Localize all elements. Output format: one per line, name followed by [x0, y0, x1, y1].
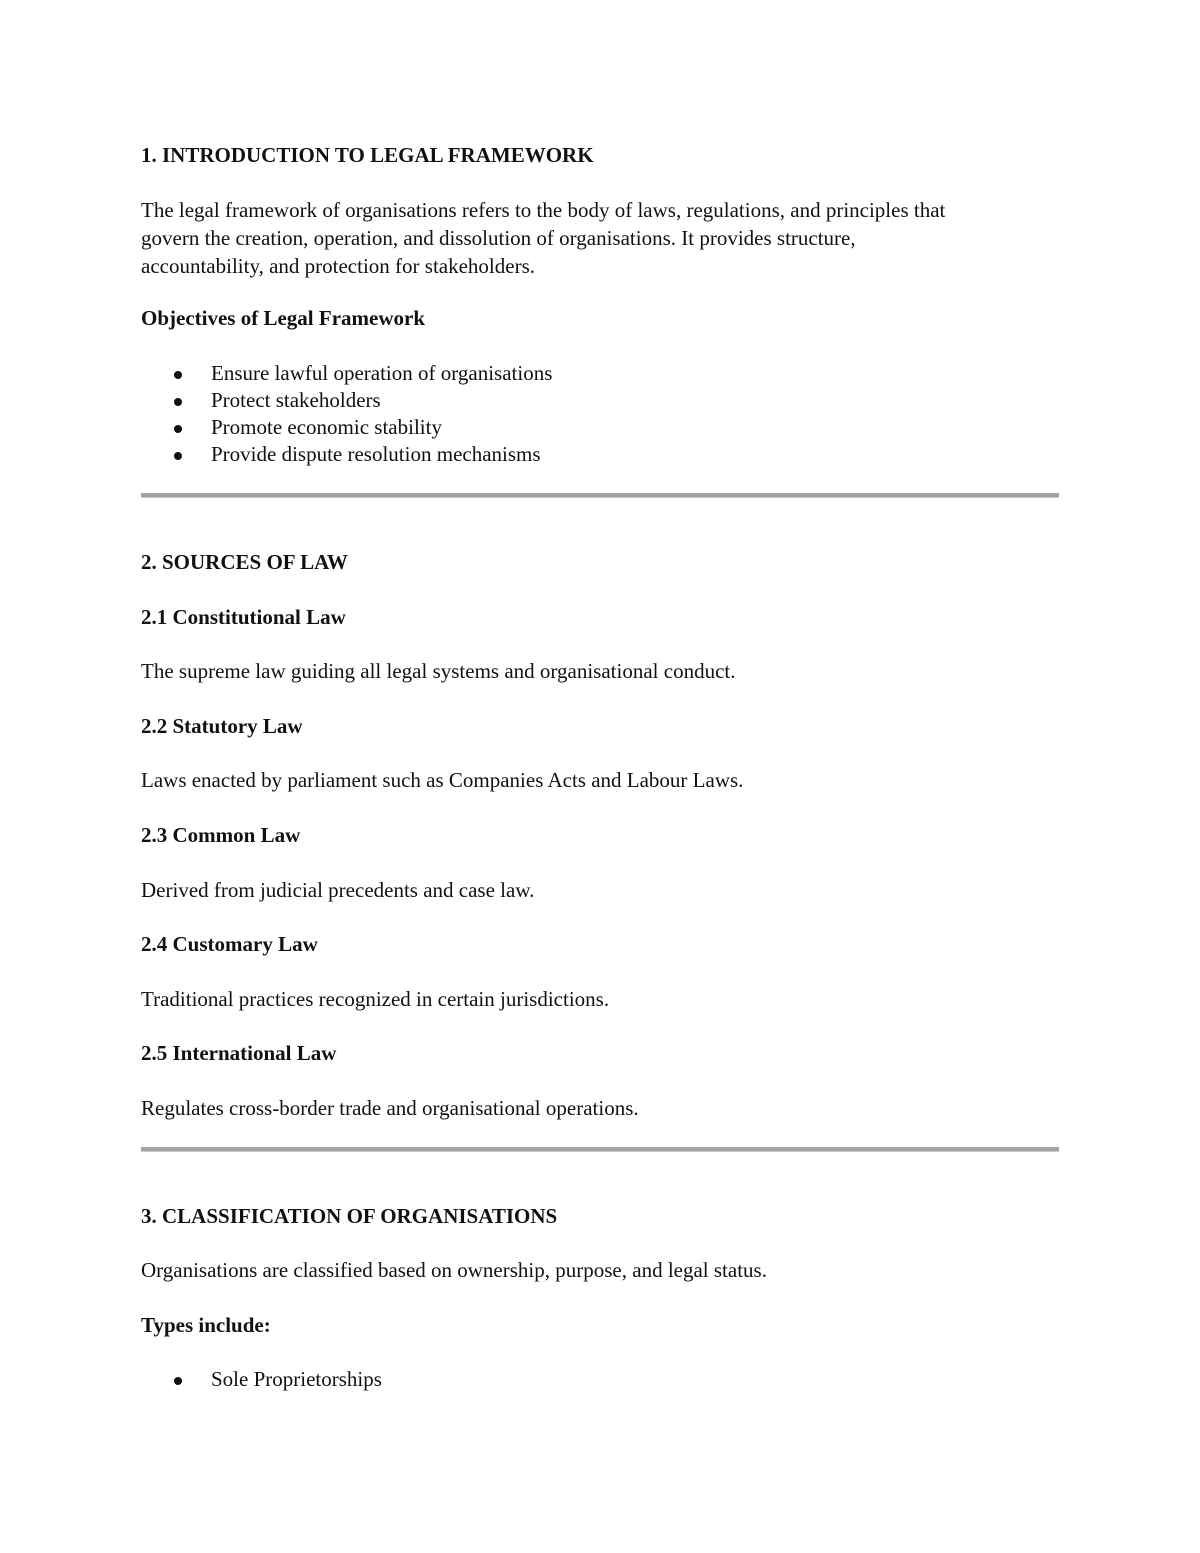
list-item	[141, 414, 552, 441]
subsection-text: Traditional practices recognized in certain jurisdictions.	[141, 987, 610, 1011]
subsection-title: 2.1 Constitutional Law	[141, 605, 346, 629]
list-item-text: Promote economic stability	[211, 415, 442, 439]
subsection-text: Regulates cross-border trade and organisational operations.	[141, 1096, 639, 1120]
section-1-heading: 1. INTRODUCTION TO LEGAL FRAMEWORK	[141, 143, 594, 167]
subsection-title: 2.3 Common Law	[141, 823, 301, 847]
list-item	[141, 1366, 382, 1393]
types-list	[141, 1366, 382, 1393]
section-3-heading: 3. CLASSIFICATION OF ORGANISATIONS	[141, 1204, 558, 1228]
list-item	[141, 360, 552, 387]
bullet-icon	[174, 371, 182, 379]
subsection-title: 2.5 International Law	[141, 1041, 337, 1065]
bullet-icon	[174, 425, 182, 433]
bullet-icon	[174, 1377, 182, 1385]
horizontal-rule	[141, 493, 1059, 498]
list-item	[141, 387, 552, 414]
subsection-text: Derived from judicial precedents and case law.	[141, 878, 535, 902]
paragraph-line: govern the creation, operation, and dissolution of organisations. It provides structure,	[141, 226, 856, 250]
subsection-text: Laws enacted by parliament such as Companies Acts and Labour Laws.	[141, 768, 744, 792]
bullet-icon	[174, 398, 182, 406]
bullet-icon	[174, 452, 182, 460]
list-item-text: Provide dispute resolution mechanisms	[211, 442, 541, 466]
objectives-heading: Objectives of Legal Framework	[141, 306, 426, 330]
subsection-text: The supreme law guiding all legal systems and organisational conduct.	[141, 659, 736, 683]
paragraph-line: accountability, and protection for stakeholders.	[141, 254, 536, 278]
types-heading: Types include:	[141, 1313, 271, 1337]
list-item-text: Sole Proprietorships	[211, 1367, 382, 1391]
subsection-title: 2.4 Customary Law	[141, 932, 318, 956]
paragraph-line: The legal framework of organisations refers to the body of laws, regulations, and principles that	[141, 198, 946, 222]
section-3-paragraph: Organisations are classified based on ownership, purpose, and legal status.	[141, 1258, 767, 1282]
list-item	[141, 441, 552, 468]
list-item-text: Protect stakeholders	[211, 388, 381, 412]
horizontal-rule	[141, 1147, 1059, 1152]
list-item-text: Ensure lawful operation of organisations	[211, 361, 553, 385]
subsection-title: 2.2 Statutory Law	[141, 714, 303, 738]
objectives-list	[141, 360, 552, 468]
section-1-paragraph	[141, 196, 1059, 280]
section-2-heading: 2. SOURCES OF LAW	[141, 550, 348, 574]
